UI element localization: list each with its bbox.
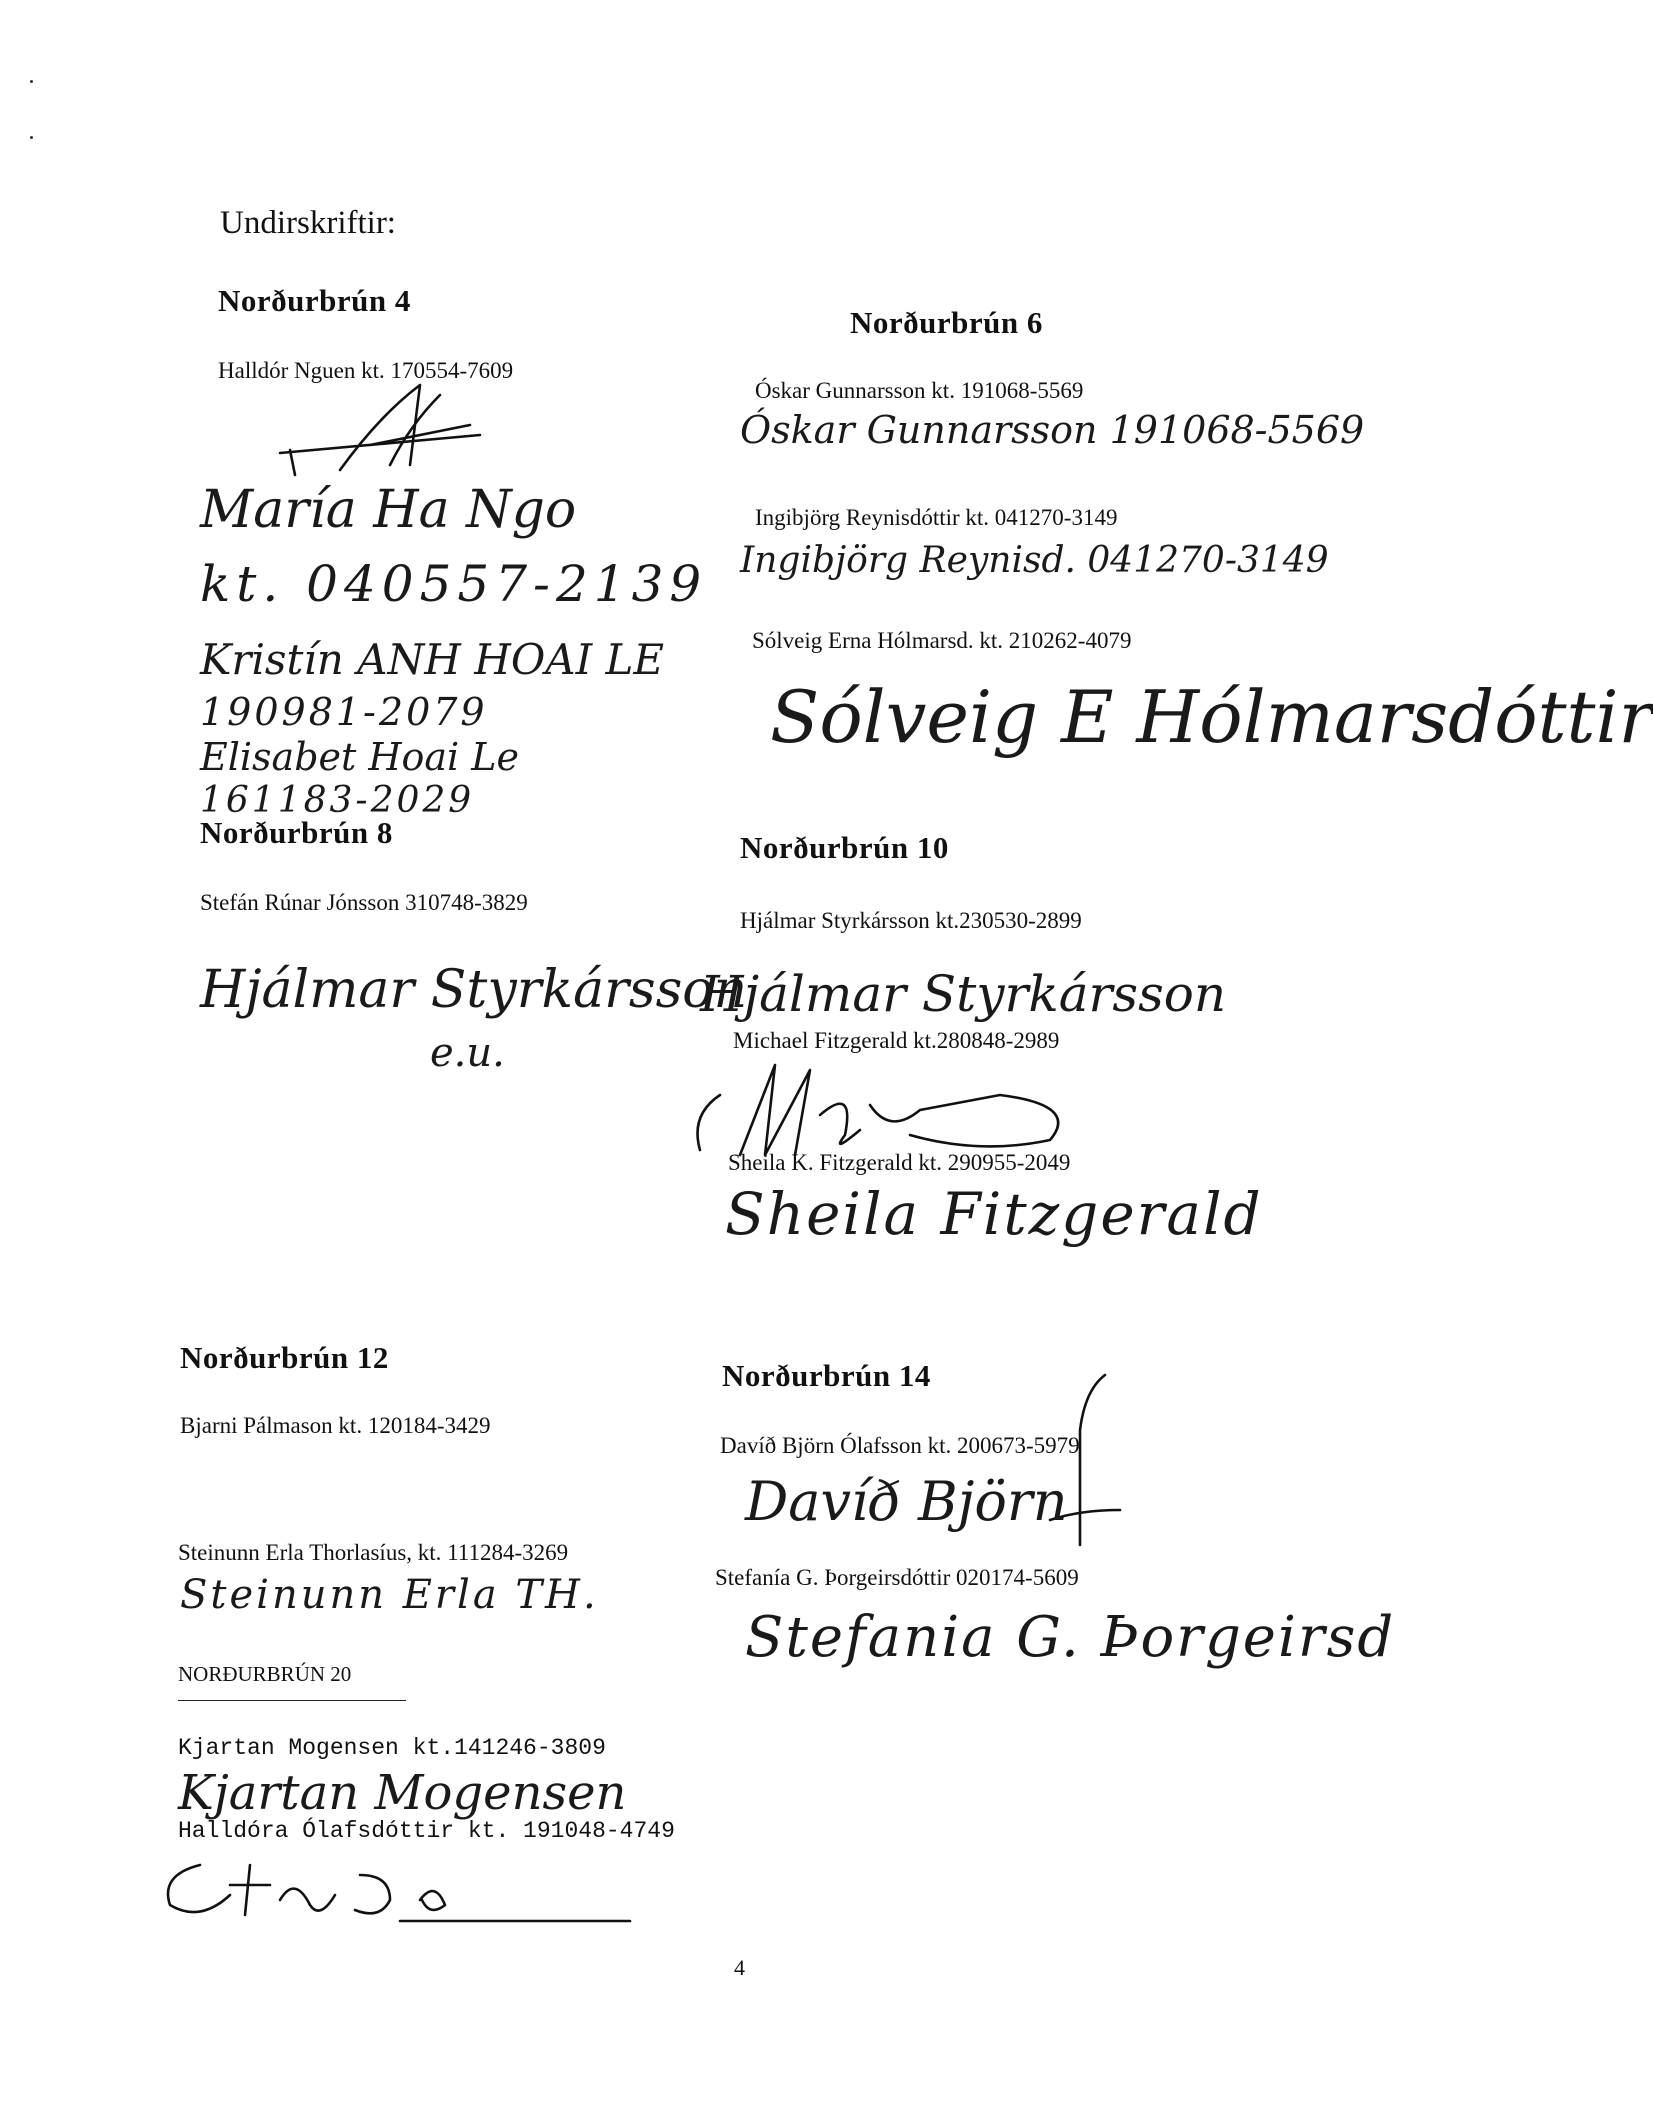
resident-entry: Steinunn Erla Thorlasíus, kt. 111284-3269 (178, 1540, 569, 1565)
handwritten-signature: Steinunn Erla TH. (180, 1572, 599, 1618)
handwritten-note: e.u. (430, 1030, 505, 1076)
resident-entry: Óskar Gunnarsson kt. 191068-5569 (755, 378, 1084, 403)
handwritten-name: Elisabet Hoai Le (200, 735, 519, 779)
handwritten-name: Kristín ANH HOAI LE (200, 635, 665, 684)
handwritten-id-number: kt. 040557-2139 (200, 555, 708, 613)
page-number: 4 (734, 1955, 745, 1980)
handwritten-signature: Óskar Gunnarsson 191068-5569 (740, 408, 1365, 452)
resident-entry: Michael Fitzgerald kt.280848-2989 (733, 1028, 1060, 1053)
handwritten-signature: Sheila Fitzgerald (725, 1180, 1263, 1248)
resident-entry: Stefán Rúnar Jónsson 310748-3829 (200, 890, 528, 915)
resident-entry: Hjálmar Styrkársson kt.230530-2899 (740, 908, 1082, 933)
resident-entry: Stefanía G. Þorgeirsdóttir 020174-5609 (715, 1565, 1079, 1590)
signature-michael-fitzgerald (680, 1055, 1100, 1165)
resident-entry: Ingibjörg Reynisdóttir kt. 041270-3149 (755, 505, 1118, 530)
section-heading-nordurbrun-10: Norðurbrún 10 (740, 830, 949, 865)
handwritten-signature: Hjálmar Styrkársson (700, 965, 1227, 1023)
resident-entry: Halldór Nguen kt. 170554-7609 (218, 358, 514, 383)
handwritten-signature: Hjálmar Styrkársson (200, 960, 748, 1020)
handwritten-signature: Sólveig E Hólmarsdóttir (770, 675, 1653, 759)
handwritten-signature: Stefania G. Þorgeirsd (745, 1605, 1396, 1670)
scan-speck (30, 136, 33, 139)
section-heading-nordurbrun-6: Norðurbrún 6 (850, 305, 1043, 340)
handwritten-name: María Ha Ngo (200, 480, 577, 540)
resident-entry: Kjartan Mogensen kt.141246-3809 (178, 1735, 606, 1761)
handwritten-id-number: 161183-2029 (200, 780, 475, 821)
resident-entry: Sheila K. Fitzgerald kt. 290955-2049 (728, 1150, 1071, 1175)
handwritten-signature: Davíð Björn (745, 1470, 1068, 1533)
resident-entry: Halldóra Ólafsdóttir kt. 191048-4749 (178, 1818, 675, 1844)
resident-entry: Davíð Björn Ólafsson kt. 200673-5979 (720, 1433, 1080, 1458)
handwritten-signature: Kjartan Mogensen (178, 1765, 627, 1821)
signature-halldor-nguen (270, 375, 500, 485)
section-heading-nordurbrun-12: Norðurbrún 12 (180, 1340, 389, 1375)
section-heading-nordurbrun-4: Norðurbrún 4 (218, 283, 411, 318)
handwritten-signature: Ingibjörg Reynisd. 041270-3149 (740, 540, 1329, 581)
scan-speck (30, 80, 33, 83)
section-heading-nordurbrun-20: NORÐURBRÚN 20 (178, 1662, 352, 1686)
resident-entry: Sólveig Erna Hólmarsd. kt. 210262-4079 (752, 628, 1132, 653)
document-title: Undirskriftir: (220, 205, 396, 241)
section-heading-nordurbrun-8: Norðurbrún 8 (200, 815, 393, 850)
section-heading-nordurbrun-14: Norðurbrún 14 (722, 1358, 931, 1393)
handwritten-id-number: 190981-2079 (200, 690, 488, 734)
resident-entry: Bjarni Pálmason kt. 120184-3429 (180, 1413, 491, 1438)
signature-halldora-olafsdottir (160, 1845, 640, 1925)
heading-underline (178, 1700, 406, 1701)
